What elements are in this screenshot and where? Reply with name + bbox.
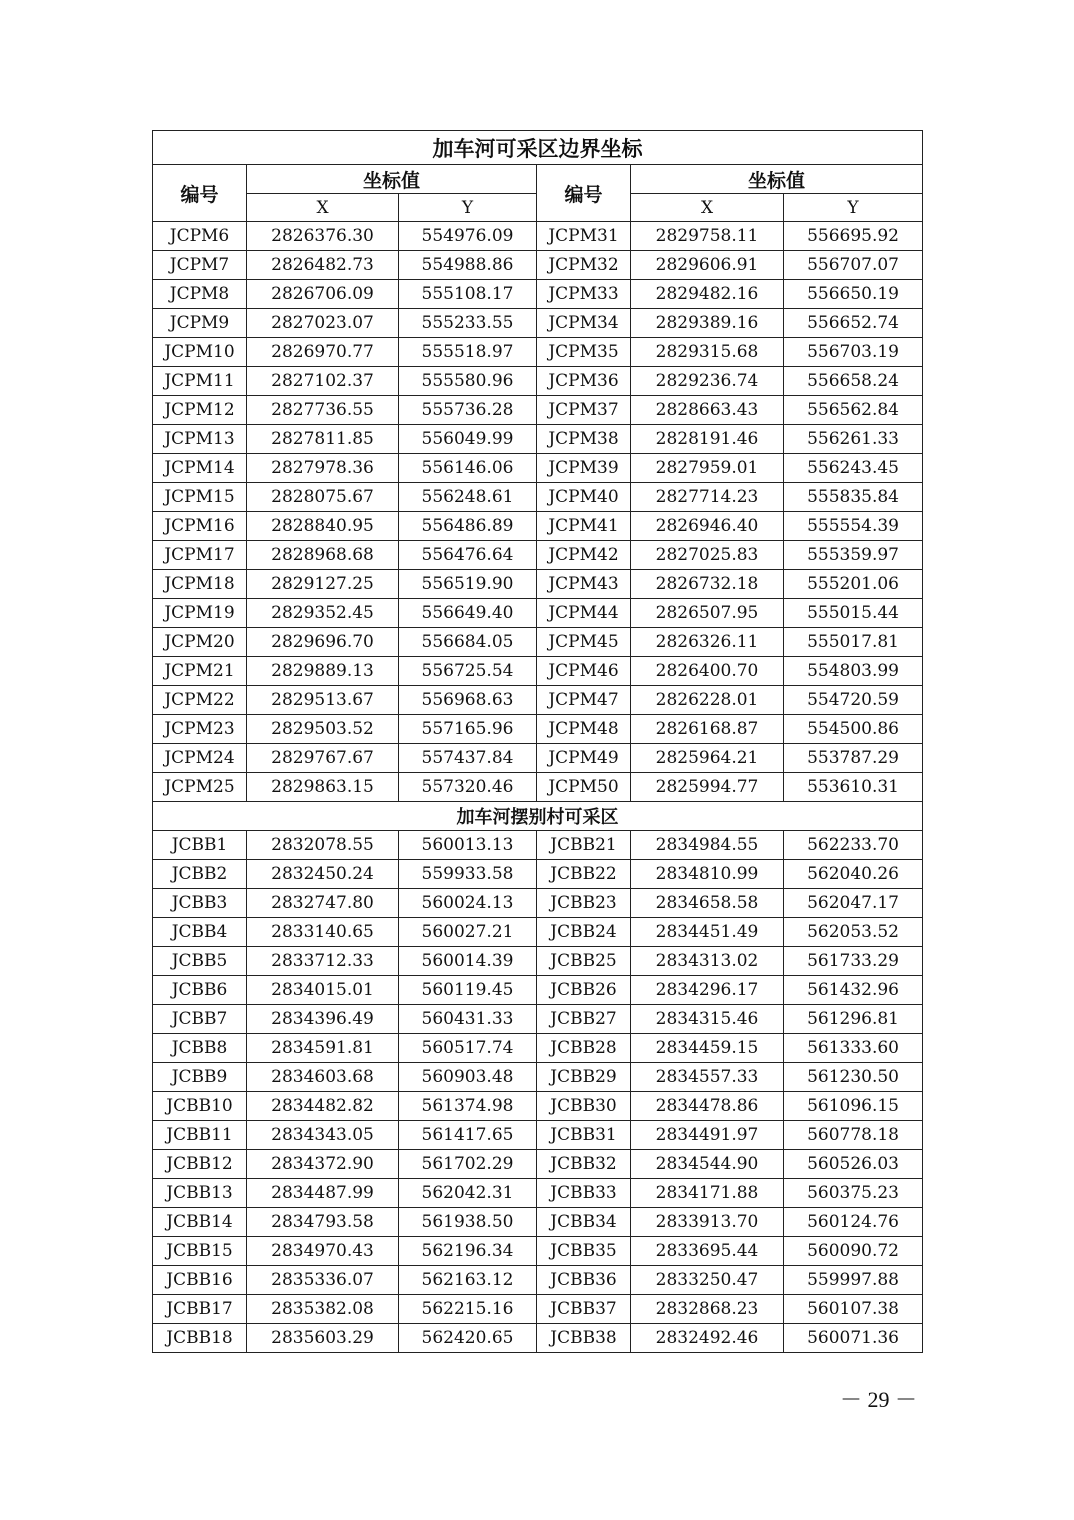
table-cell: 2828968.68	[247, 541, 399, 570]
table-cell: JCBB38	[537, 1324, 631, 1353]
table-cell: 560431.33	[399, 1005, 537, 1034]
table-cell: JCPM38	[537, 425, 631, 454]
boundary-coordinate-table	[152, 130, 923, 1353]
table-cell: 562215.16	[399, 1295, 537, 1324]
table-cell: 2826168.87	[631, 715, 784, 744]
table-cell: 2829863.15	[247, 773, 399, 802]
table-cell: JCBB29	[537, 1063, 631, 1092]
table-cell: JCPM24	[153, 744, 247, 773]
table-cell: 2825994.77	[631, 773, 784, 802]
table-cell: 556049.99	[399, 425, 537, 454]
table-cell: 2829389.16	[631, 309, 784, 338]
table-cell: JCPM44	[537, 599, 631, 628]
table-cell: 2829696.70	[247, 628, 399, 657]
table-cell: JCPM31	[537, 222, 631, 251]
table-cell: 560517.74	[399, 1034, 537, 1063]
table-cell: 2827025.83	[631, 541, 784, 570]
table-cell: 561733.29	[784, 947, 923, 976]
table-cell: 2826376.30	[247, 222, 399, 251]
table-cell: 561230.50	[784, 1063, 923, 1092]
table-cell: 2834451.49	[631, 918, 784, 947]
table-cell: 557165.96	[399, 715, 537, 744]
table-cell: 556652.74	[784, 309, 923, 338]
table-row	[153, 831, 923, 860]
table-cell: JCBB26	[537, 976, 631, 1005]
table-cell: 2828663.43	[631, 396, 784, 425]
table-cell: 555736.28	[399, 396, 537, 425]
table-cell: 2834970.43	[247, 1237, 399, 1266]
table-cell: JCBB31	[537, 1121, 631, 1150]
table-cell: JCBB10	[153, 1092, 247, 1121]
table-cell: 2829236.74	[631, 367, 784, 396]
table-row	[153, 947, 923, 976]
table-cell: 2833712.33	[247, 947, 399, 976]
table-cell: 2835382.08	[247, 1295, 399, 1324]
table-row	[153, 1295, 923, 1324]
table-row	[153, 541, 923, 570]
table-cell: 560090.72	[784, 1237, 923, 1266]
table-cell: JCPM23	[153, 715, 247, 744]
table-cell: JCPM43	[537, 570, 631, 599]
table-cell: 556519.90	[399, 570, 537, 599]
table-cell: 2833695.44	[631, 1237, 784, 1266]
table-cell: 562420.65	[399, 1324, 537, 1353]
table-cell: JCBB13	[153, 1179, 247, 1208]
table-cell: 2835336.07	[247, 1266, 399, 1295]
table-cell: 555835.84	[784, 483, 923, 512]
table-cell: 2826706.09	[247, 280, 399, 309]
table-cell: JCPM47	[537, 686, 631, 715]
table-cell: JCPM13	[153, 425, 247, 454]
table-cell: 562040.26	[784, 860, 923, 889]
table-cell: 555201.06	[784, 570, 923, 599]
table-cell: JCBB32	[537, 1150, 631, 1179]
table-row	[153, 860, 923, 889]
table-row	[153, 918, 923, 947]
table-cell: JCBB27	[537, 1005, 631, 1034]
table-cell: JCPM6	[153, 222, 247, 251]
table-cell: JCPM7	[153, 251, 247, 280]
table-cell: JCPM20	[153, 628, 247, 657]
table-cell: JCBB12	[153, 1150, 247, 1179]
table-cell: 2834343.05	[247, 1121, 399, 1150]
table-row	[153, 1034, 923, 1063]
table-cell: 562233.70	[784, 831, 923, 860]
table-row	[153, 1266, 923, 1295]
table-cell: JCBB14	[153, 1208, 247, 1237]
table-cell: JCBB30	[537, 1092, 631, 1121]
table-cell: 2829767.67	[247, 744, 399, 773]
id-header-right: 编号	[537, 165, 631, 222]
table-cell: JCPM45	[537, 628, 631, 657]
table-cell: JCBB11	[153, 1121, 247, 1150]
table-cell: 554988.86	[399, 251, 537, 280]
table-cell: JCPM22	[153, 686, 247, 715]
table-cell: 2829889.13	[247, 657, 399, 686]
table-row	[153, 483, 923, 512]
table-row	[153, 1092, 923, 1121]
table-cell: JCPM25	[153, 773, 247, 802]
table-cell: 2827811.85	[247, 425, 399, 454]
table-cell: 555580.96	[399, 367, 537, 396]
table-cell: JCBB23	[537, 889, 631, 918]
table-cell: 555017.81	[784, 628, 923, 657]
table-cell: JCBB25	[537, 947, 631, 976]
table-cell: JCBB34	[537, 1208, 631, 1237]
table-row	[153, 686, 923, 715]
table-row	[153, 512, 923, 541]
table-cell: 561417.65	[399, 1121, 537, 1150]
table-cell: 554803.99	[784, 657, 923, 686]
table-row	[153, 1208, 923, 1237]
table-cell: 555518.97	[399, 338, 537, 367]
table-cell: 2834603.68	[247, 1063, 399, 1092]
table-cell: JCPM48	[537, 715, 631, 744]
table-cell: 553787.29	[784, 744, 923, 773]
table-cell: 2829503.52	[247, 715, 399, 744]
table-cell: 2826228.01	[631, 686, 784, 715]
table-cell: JCPM19	[153, 599, 247, 628]
table-cell: JCBB2	[153, 860, 247, 889]
table-cell: JCBB21	[537, 831, 631, 860]
table-cell: JCBB6	[153, 976, 247, 1005]
table-row	[153, 599, 923, 628]
table-cell: 2829352.45	[247, 599, 399, 628]
table-cell: JCBB33	[537, 1179, 631, 1208]
table-cell: 559997.88	[784, 1266, 923, 1295]
table-row	[153, 1121, 923, 1150]
table-cell: 556650.19	[784, 280, 923, 309]
table-row	[153, 1324, 923, 1353]
table-cell: 2827023.07	[247, 309, 399, 338]
table-cell: 560778.18	[784, 1121, 923, 1150]
table-cell: JCPM14	[153, 454, 247, 483]
table-cell: 556725.54	[399, 657, 537, 686]
table-cell: 2834793.58	[247, 1208, 399, 1237]
table-cell: 561432.96	[784, 976, 923, 1005]
table-cell: JCPM34	[537, 309, 631, 338]
table-row	[153, 1150, 923, 1179]
table-cell: JCBB1	[153, 831, 247, 860]
table-cell: JCBB28	[537, 1034, 631, 1063]
table-cell: 555233.55	[399, 309, 537, 338]
coord-header-left: 坐标值	[247, 165, 537, 194]
table-cell: 555554.39	[784, 512, 923, 541]
table-cell: 557320.46	[399, 773, 537, 802]
table-cell: 2827736.55	[247, 396, 399, 425]
table-cell: 553610.31	[784, 773, 923, 802]
table-cell: 2834171.88	[631, 1179, 784, 1208]
table-cell: 560124.76	[784, 1208, 923, 1237]
table-cell: 557437.84	[399, 744, 537, 773]
table-cell: JCPM41	[537, 512, 631, 541]
table-cell: 556649.40	[399, 599, 537, 628]
table-cell: JCPM36	[537, 367, 631, 396]
table-row	[153, 280, 923, 309]
table-cell: 2833250.47	[631, 1266, 784, 1295]
table-row	[153, 976, 923, 1005]
table-cell: 561938.50	[399, 1208, 537, 1237]
table-cell: 2834658.58	[631, 889, 784, 918]
table-row	[153, 1005, 923, 1034]
table-cell: 2834984.55	[631, 831, 784, 860]
table-cell: 554720.59	[784, 686, 923, 715]
section-title: 加车河摆别村可采区	[153, 802, 923, 831]
id-header-left: 编号	[153, 165, 247, 222]
table-cell: 2833913.70	[631, 1208, 784, 1237]
table-cell: JCPM42	[537, 541, 631, 570]
table-cell: JCBB9	[153, 1063, 247, 1092]
table-cell: 2828075.67	[247, 483, 399, 512]
table-row	[153, 657, 923, 686]
table-cell: 2832747.80	[247, 889, 399, 918]
table-row	[153, 773, 923, 802]
table-cell: JCBB17	[153, 1295, 247, 1324]
table-cell: JCBB24	[537, 918, 631, 947]
table-cell: JCPM17	[153, 541, 247, 570]
table-cell: 2832078.55	[247, 831, 399, 860]
table-cell: JCPM18	[153, 570, 247, 599]
table-cell: 556684.05	[399, 628, 537, 657]
table-cell: 2826507.95	[631, 599, 784, 628]
table-cell: JCBB16	[153, 1266, 247, 1295]
table-cell: 561296.81	[784, 1005, 923, 1034]
table-cell: JCBB8	[153, 1034, 247, 1063]
table-cell: 561374.98	[399, 1092, 537, 1121]
table-cell: 2834459.15	[631, 1034, 784, 1063]
table-cell: JCPM16	[153, 512, 247, 541]
table-cell: 2825964.21	[631, 744, 784, 773]
section-title-row	[153, 802, 923, 831]
table-cell: 555359.97	[784, 541, 923, 570]
table-cell: JCBB5	[153, 947, 247, 976]
coord-header-right: 坐标值	[631, 165, 923, 194]
table-cell: 556703.19	[784, 338, 923, 367]
table-cell: 562042.31	[399, 1179, 537, 1208]
table-row	[153, 1179, 923, 1208]
table-cell: 556695.92	[784, 222, 923, 251]
table-cell: JCPM46	[537, 657, 631, 686]
table-cell: 556261.33	[784, 425, 923, 454]
table-cell: 2833140.65	[247, 918, 399, 947]
table-cell: 555108.17	[399, 280, 537, 309]
table-row	[153, 1237, 923, 1266]
table-cell: 2829482.16	[631, 280, 784, 309]
table-cell: JCPM35	[537, 338, 631, 367]
table-row	[153, 1063, 923, 1092]
table-cell: 561096.15	[784, 1092, 923, 1121]
table-cell: 556146.06	[399, 454, 537, 483]
table-row	[153, 715, 923, 744]
table-cell: 562053.52	[784, 918, 923, 947]
table-row	[153, 309, 923, 338]
table-cell: 2834015.01	[247, 976, 399, 1005]
table-cell: JCPM32	[537, 251, 631, 280]
table-cell: 2834557.33	[631, 1063, 784, 1092]
table-cell: 556707.07	[784, 251, 923, 280]
table-cell: 2826732.18	[631, 570, 784, 599]
table-cell: 560027.21	[399, 918, 537, 947]
table-row	[153, 744, 923, 773]
table-cell: 2829606.91	[631, 251, 784, 280]
table-cell: 554976.09	[399, 222, 537, 251]
table-cell: 556486.89	[399, 512, 537, 541]
table-cell: 2826946.40	[631, 512, 784, 541]
table-cell: 2834372.90	[247, 1150, 399, 1179]
y-header-right: Y	[784, 194, 923, 222]
table-cell: 556248.61	[399, 483, 537, 512]
table-cell: 2832492.46	[631, 1324, 784, 1353]
table-row	[153, 251, 923, 280]
table-row	[153, 454, 923, 483]
table-cell: 560107.38	[784, 1295, 923, 1324]
table-cell: 2834313.02	[631, 947, 784, 976]
table-cell: 560119.45	[399, 976, 537, 1005]
table-cell: 2827714.23	[631, 483, 784, 512]
table-cell: 560903.48	[399, 1063, 537, 1092]
table-cell: 556968.63	[399, 686, 537, 715]
table-cell: 2834296.17	[631, 976, 784, 1005]
table-row	[153, 396, 923, 425]
table-cell: JCPM50	[537, 773, 631, 802]
table-cell: 556562.84	[784, 396, 923, 425]
table-cell: 2826482.73	[247, 251, 399, 280]
table-cell: JCPM12	[153, 396, 247, 425]
table-cell: JCPM39	[537, 454, 631, 483]
table-cell: 560013.13	[399, 831, 537, 860]
table-cell: 2827978.36	[247, 454, 399, 483]
table-cell: JCBB37	[537, 1295, 631, 1324]
table-cell: JCPM11	[153, 367, 247, 396]
table-cell: 559933.58	[399, 860, 537, 889]
table-cell: 556476.64	[399, 541, 537, 570]
table-cell: JCPM8	[153, 280, 247, 309]
table-cell: JCPM40	[537, 483, 631, 512]
table-cell: 560526.03	[784, 1150, 923, 1179]
x-header-right: X	[631, 194, 784, 222]
table-cell: JCBB18	[153, 1324, 247, 1353]
table-cell: JCPM49	[537, 744, 631, 773]
table-row	[153, 889, 923, 918]
table-cell: 2829315.68	[631, 338, 784, 367]
table-cell: 560375.23	[784, 1179, 923, 1208]
table-cell: 562047.17	[784, 889, 923, 918]
table-cell: 2834591.81	[247, 1034, 399, 1063]
table-title: 加车河可采区边界坐标	[153, 131, 923, 165]
page-number: － 29 －	[840, 1387, 918, 1412]
table-title-row	[153, 131, 923, 165]
table-cell: 2834315.46	[631, 1005, 784, 1034]
table-cell: JCPM37	[537, 396, 631, 425]
table-cell: 2834544.90	[631, 1150, 784, 1179]
table-cell: 2826970.77	[247, 338, 399, 367]
table-cell: 2834810.99	[631, 860, 784, 889]
table-cell: 556243.45	[784, 454, 923, 483]
table-row	[153, 367, 923, 396]
table-cell: 2828191.46	[631, 425, 784, 454]
table-cell: 560014.39	[399, 947, 537, 976]
table-cell: JCBB4	[153, 918, 247, 947]
table-cell: 2834491.97	[631, 1121, 784, 1150]
table-cell: 2829127.25	[247, 570, 399, 599]
table-row	[153, 425, 923, 454]
table-cell: 2828840.95	[247, 512, 399, 541]
table-cell: JCPM15	[153, 483, 247, 512]
table-cell: JCBB35	[537, 1237, 631, 1266]
table-row	[153, 570, 923, 599]
table-cell: 555015.44	[784, 599, 923, 628]
table-cell: 2826326.11	[631, 628, 784, 657]
table-cell: 2832450.24	[247, 860, 399, 889]
table-cell: JCPM10	[153, 338, 247, 367]
table-cell: JCBB15	[153, 1237, 247, 1266]
table-cell: JCBB36	[537, 1266, 631, 1295]
table-cell: 2832868.23	[631, 1295, 784, 1324]
table-row	[153, 628, 923, 657]
table-cell: 561333.60	[784, 1034, 923, 1063]
x-header-left: X	[247, 194, 399, 222]
table-cell: JCBB22	[537, 860, 631, 889]
table-cell: 2827959.01	[631, 454, 784, 483]
table-cell: JCBB7	[153, 1005, 247, 1034]
table-cell: 561702.29	[399, 1150, 537, 1179]
table-cell: JCPM33	[537, 280, 631, 309]
table-cell: 2829758.11	[631, 222, 784, 251]
table-cell: 2829513.67	[247, 686, 399, 715]
table-cell: 2834478.86	[631, 1092, 784, 1121]
table-cell: 2834482.82	[247, 1092, 399, 1121]
table-row	[153, 222, 923, 251]
table-cell: 554500.86	[784, 715, 923, 744]
table-cell: 556658.24	[784, 367, 923, 396]
table-cell: 562163.12	[399, 1266, 537, 1295]
table-cell: 2826400.70	[631, 657, 784, 686]
table-row	[153, 338, 923, 367]
y-header-left: Y	[399, 194, 537, 222]
header-row	[153, 165, 923, 194]
table-cell: 560024.13	[399, 889, 537, 918]
table-cell: JCPM9	[153, 309, 247, 338]
table-cell: JCPM21	[153, 657, 247, 686]
table-cell: 560071.36	[784, 1324, 923, 1353]
table-cell: 2827102.37	[247, 367, 399, 396]
table-cell: 562196.34	[399, 1237, 537, 1266]
table-cell: JCBB3	[153, 889, 247, 918]
table-cell: 2834396.49	[247, 1005, 399, 1034]
table-cell: 2835603.29	[247, 1324, 399, 1353]
table-cell: 2834487.99	[247, 1179, 399, 1208]
